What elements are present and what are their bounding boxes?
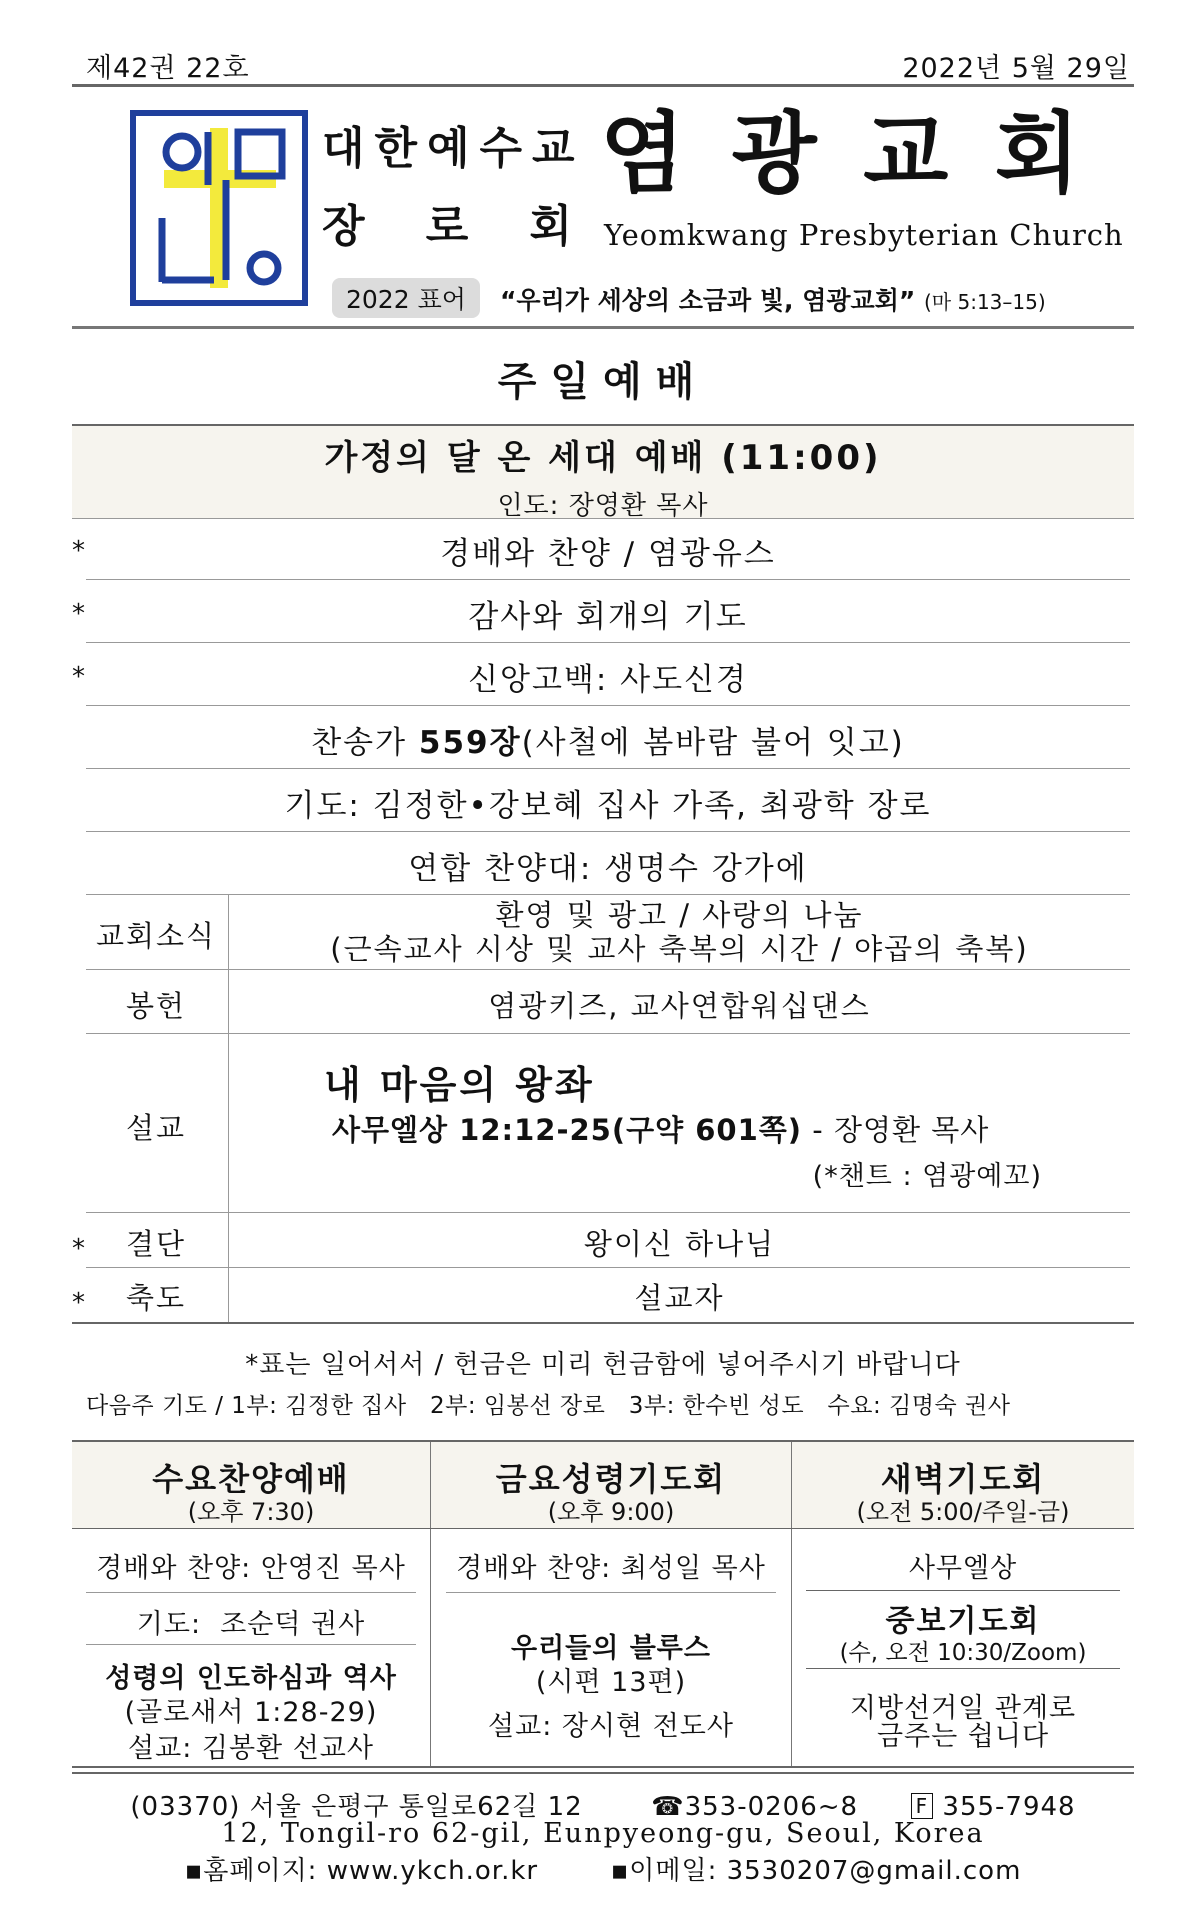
- next-week-prayer: 다음주 기도 / 1부: 김정한 집사 2부: 임봉선 장로 3부: 한수빈 성도 수요: 김명숙 권사: [86, 1393, 1011, 1419]
- wed-preacher: 설교: 김봉환 선교사: [128, 1733, 374, 1764]
- bulletin-date: 2022년 5월 29일: [902, 53, 1130, 84]
- sermon-chant: (*챈트 : 염광예꼬): [812, 1161, 1042, 1192]
- offering: 염광키즈, 교사연합워십댄스: [488, 989, 871, 1023]
- wed-sermon-title: 성령의 인도하심과 역사: [105, 1663, 397, 1694]
- blessing-label: 축도: [125, 1281, 187, 1315]
- liturgy-creed: 신앙고백: 사도신경: [468, 662, 748, 698]
- wed-time: (오후 7:30): [187, 1498, 315, 1526]
- dawn-book: 사무엘상: [908, 1553, 1018, 1584]
- sermon-title: 내 마음의 왕좌: [324, 1063, 595, 1107]
- phone-number: ☎353-0206~8: [651, 1792, 859, 1822]
- fri-title: 금요성령기도회: [495, 1460, 727, 1498]
- fri-time: (오후 9:00): [547, 1498, 675, 1526]
- fri-praise: 경배와 찬양: 최성일 목사: [456, 1553, 766, 1584]
- volume-number: 제42권 22호: [86, 53, 250, 84]
- service-title: 가정의 달 온 세대 예배 (11:00): [324, 438, 882, 478]
- hymn-prefix: 찬송가: [311, 725, 419, 761]
- standing-mark: *: [72, 1288, 85, 1318]
- standing-mark: *: [72, 536, 85, 566]
- news-label: 교회소식: [95, 919, 217, 953]
- offering-label: 봉헌: [125, 989, 187, 1023]
- service-header: [72, 424, 1134, 519]
- dawn-time: (오전 5:00/주일-금): [856, 1498, 1070, 1526]
- denomination-char: 로: [425, 201, 469, 252]
- sermon-passage-line: [332, 1108, 989, 1149]
- denomination-char: 장: [322, 201, 365, 252]
- liturgy-choir: 연합 찬양대: 생명수 강가에: [408, 851, 808, 887]
- fri-sermon-title: 우리들의 블루스: [511, 1633, 711, 1664]
- wed-title: 수요찬양예배: [152, 1460, 350, 1498]
- liturgy-praise: 경배와 찬양 / 염광유스: [440, 536, 776, 572]
- fri-preacher: 설교: 장시현 전도사: [488, 1711, 734, 1742]
- church-logo: [130, 110, 308, 306]
- wed-praise: 경배와 찬양: 안영진 목사: [96, 1553, 406, 1584]
- email-link[interactable]: ▪이메일: 3530207@gmail.com: [610, 1856, 1022, 1886]
- motto-text: “우리가 세상의 소금과 빛, 염광교회”: [500, 286, 916, 315]
- decision-label: 결단: [125, 1227, 187, 1261]
- standing-mark: *: [72, 662, 85, 692]
- fax-number: 355-7948: [942, 1792, 1076, 1822]
- address-english: 12, Tongil-ro 62-gil, Eunpyeong-gu, Seoul, Korea: [221, 1818, 985, 1849]
- homepage-link[interactable]: ▪홈페이지: www.ykch.or.kr: [184, 1856, 539, 1886]
- motto-tag: 2022 표어: [332, 278, 480, 318]
- motto: [500, 281, 1046, 317]
- intercession-time: (수, 오전 10:30/Zoom): [839, 1640, 1087, 1666]
- dawn-title: 새벽기도회: [880, 1460, 1046, 1498]
- wed-prayer: 기도: 조순덕 권사: [136, 1609, 366, 1640]
- decision-hymn: 왕이신 하나님: [583, 1227, 776, 1261]
- blessing: 설교자: [634, 1281, 725, 1315]
- intercession-notice-2: 금주는 쉽니다: [876, 1721, 1050, 1752]
- standing-note: *표는 일어서서 / 헌금은 미리 헌금함에 넣어주시기 바랍니다: [245, 1350, 961, 1380]
- liturgy-prayer: 기도: 김정한•강보혜 집사 가족, 최광학 장로: [284, 788, 932, 824]
- footer-contact-line: [72, 1850, 1134, 1887]
- section-title: 주일예배: [497, 359, 709, 405]
- sermon-passage: 사무엘상 12:12-25(구약 601쪽): [332, 1113, 803, 1147]
- fri-sermon-ref: (시편 13편): [535, 1667, 687, 1698]
- fax-icon: F: [911, 1793, 934, 1819]
- intercession-title: 중보기도회: [885, 1604, 1041, 1639]
- liturgy-hymn: [86, 717, 1130, 762]
- news-line1: 환영 및 광고 / 사랑의 나눔: [495, 898, 864, 932]
- motto-reference: (마 5:13–15): [924, 290, 1046, 314]
- hymn-title: (사철에 봄바람 불어 잇고): [521, 725, 905, 761]
- standing-mark: *: [72, 1234, 85, 1264]
- standing-mark: *: [72, 599, 85, 629]
- news-line2: (근속교사 시상 및 교사 축복의 시간 / 야곱의 축복): [330, 932, 1029, 966]
- intercession-notice-1: 지방선거일 관계로: [849, 1693, 1077, 1724]
- sermon-label: 설교: [125, 1111, 187, 1145]
- liturgy-confession-prayer: 감사와 회개의 기도: [468, 599, 748, 635]
- service-leader: 인도: 장영환 목사: [497, 491, 709, 521]
- church-name-english: Yeomkwang Presbyterian Church: [604, 218, 1124, 252]
- sermon-preacher: - 장영환 목사: [802, 1113, 990, 1147]
- church-news: [229, 898, 1130, 966]
- hymn-number: 559장: [418, 725, 522, 761]
- denomination-char: 회: [529, 201, 572, 252]
- address-korean: (03370) 서울 은평구 통일로62길 12: [130, 1792, 583, 1822]
- denomination-line2: [322, 190, 572, 254]
- wed-sermon-ref: (골로새서 1:28-29): [124, 1697, 378, 1728]
- church-name: 염 광 교 회: [600, 102, 1088, 205]
- denomination-line1: 대한예수교: [322, 123, 585, 174]
